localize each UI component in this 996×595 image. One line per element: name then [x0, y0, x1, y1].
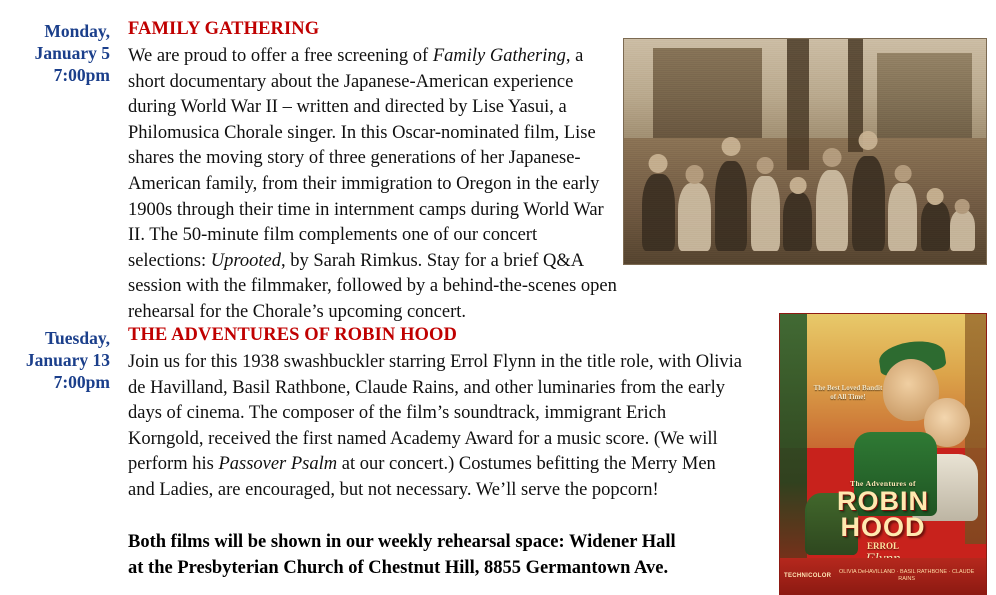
- run-4: , by Sarah Rimkus. Stay for a brief Q&A session with the filmmaker, followed by a behind-the-scenes open rehearsal for the Chorale’s upcoming concert.: [128, 250, 617, 322]
- venue-line-2: at the Presbyterian Church of Chestnut Hill, 8855 Germantown Ave.: [128, 558, 669, 578]
- photo-grain-overlay: [624, 39, 986, 264]
- poster-bottom-credits-bar: [780, 558, 986, 594]
- robin-hood-poster: [779, 313, 987, 595]
- event-body-family-gathering: [128, 18, 618, 326]
- event-date-robin-hood: [0, 327, 110, 393]
- date-line-1: Tuesday,: [44, 328, 110, 348]
- venue-line-1: Both films will be shown in our weekly rehearsal space: Widener Hall: [128, 532, 676, 552]
- poster-tagline-text: The Best Loved Bandit of All Time!: [813, 384, 883, 401]
- venue-note: [128, 529, 768, 581]
- poster-small-title: The Adventures of: [850, 479, 916, 489]
- run-3-italic: Uprooted: [210, 250, 281, 271]
- date-line-3: 7:00pm: [53, 65, 110, 85]
- date-line-1: Monday,: [44, 21, 110, 41]
- event-date-family-gathering: [0, 20, 110, 86]
- poster-title-line-2: HOOD: [840, 512, 926, 543]
- run-2: at our concert.) Costumes befitting the Merry Men and Ladies, are encouraged, but not necessary. We’ll serve the popcorn!: [128, 454, 716, 500]
- event-title-robin-hood: THE ADVENTURES OF ROBIN HOOD: [128, 325, 457, 345]
- event-title-family-gathering: FAMILY GATHERING: [128, 19, 320, 39]
- run-0: We are proud to offer a free screening of: [128, 46, 433, 66]
- event-body-robin-hood: [128, 324, 746, 504]
- poster-technicolor-label: TECHNICOLOR: [784, 572, 832, 579]
- poster-cast-credits: OLIVIA DeHAVILLAND · BASIL RATHBONE · CLAUDE RAINS: [839, 568, 975, 582]
- poster-tagline: [813, 384, 883, 402]
- family-gathering-photo: [623, 38, 987, 265]
- run-2: , a short documentary about the Japanese-American experience during World War II – written and directed by Lise Yasui, a Philomusica Chorale singer. In this Oscar-nominated film, Lise shares the moving story of three generations of her Japanese-American family, from their immigration to Oregon in the early 1900s through their time in internment camps during World War II. The 50-minute film complements one of our concert selections:: [128, 46, 604, 271]
- run-0: Join us for this 1938 swashbuckler starring Errol Flynn in the title role, with Olivia de Havilland, Basil Rathbone, Claude Rains, and other luminaries from the early days of cinema. The composer of the film’s soundtrack, immigrant Erich Korngold, received the first named Academy Award for a music score. (We will perform his: [128, 352, 743, 475]
- poster-star-name: ERROL: [866, 541, 899, 552]
- event-description-family-gathering: [128, 44, 618, 326]
- date-line-3: 7:00pm: [53, 372, 110, 392]
- poster-title-block: [792, 479, 973, 568]
- date-line-2: January 5: [34, 43, 110, 63]
- run-1-italic: Passover Psalm: [218, 454, 338, 475]
- poster-title-line-1: ROBIN: [837, 486, 929, 517]
- event-description-robin-hood: [128, 350, 746, 504]
- run-1-italic: Family Gathering: [432, 46, 566, 66]
- date-line-2: January 13: [25, 350, 110, 370]
